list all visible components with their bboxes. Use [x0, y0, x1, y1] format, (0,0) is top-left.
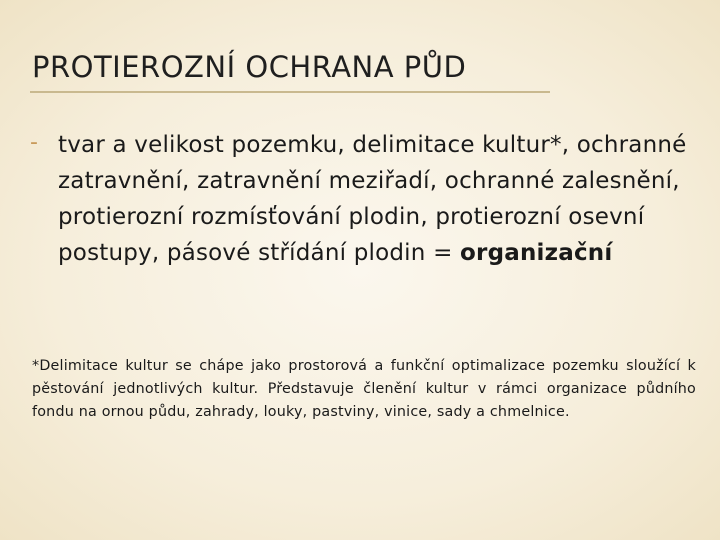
bullet-marker: - [30, 130, 38, 155]
bullet-emphasis: organizační [460, 240, 613, 266]
bullet-text: tvar a velikost pozemku, delimitace kultur*, ochranné zatravnění, zatravnění meziřadí, ochranné zalesnění, protierozní rozmísťování plodin, protierozní osevní postupy, pásové střídání plodin = [58, 132, 687, 266]
title-underline [30, 91, 550, 93]
bullet-item [58, 127, 708, 271]
slide-title: PROTIEROZNÍ OCHRANA PŮD [32, 50, 467, 84]
footnote: *Delimitace kultur se chápe jako prostorová a funkční optimalizace pozemku sloužící k pěstování jednotlivých kultur. Představuje členění kultur v rámci organizace půdního fondu na ornou půdu, zahrady, louky, pastviny, vinice, sady a chmelnice. [32, 358, 696, 420]
